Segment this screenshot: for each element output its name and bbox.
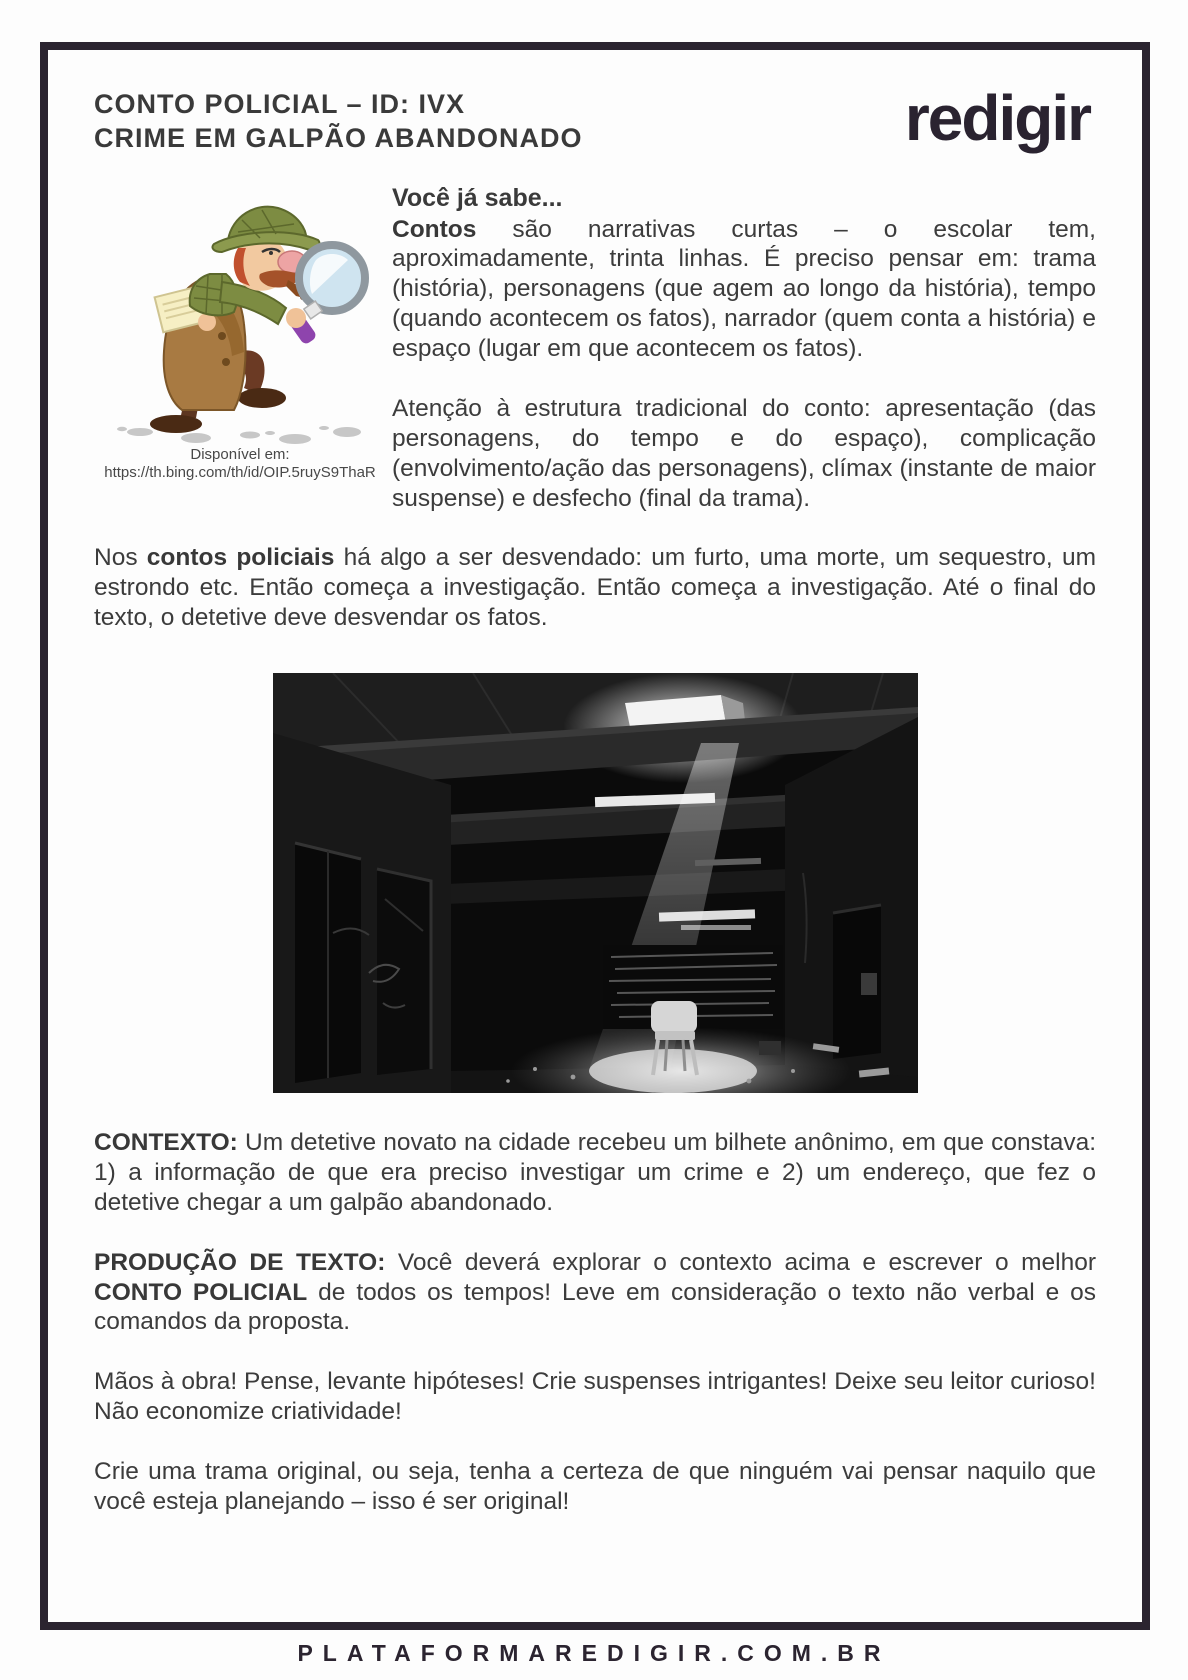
image-caption-line1: Disponível em: [190,445,290,463]
intro-paragraph-2: Atenção à estrutura tradicional do conto: apresentação (das personagens, do tempo e do espaço), complicação (envolvimento/ação das personagens), clímax (instante de maior suspense) e desfecho (final da trama). [392,394,1096,512]
page-frame [40,42,1150,1630]
warehouse-photo [273,673,918,1098]
intro-paragraph-1 [392,215,1096,364]
image-caption [94,446,386,484]
image-caption-url: https://th.bing.com/th/id/OIP.5ruyS9ThaR [104,464,376,482]
policiais-bold: contos policiais [146,544,335,572]
intro-text-column [386,184,1096,514]
maos-paragraph: Mãos à obra! Pense, levante hipóteses! Crie suspenses intrigantes! Deixe seu leitor curioso! Não economize criatividade! [94,1368,1096,1426]
producao-label: PRODUÇÃO DE TEXTO: [94,1248,386,1276]
producao-paragraph [94,1248,1096,1338]
intro-section [94,184,1096,514]
intro-p1-rest: são narrativas curtas – o escolar tem, aproximadamente, trinta linhas. É preciso pensar em: trama (história), personagens (que agem ao longo da história), tempo (quando acontecem os fatos), narrador (quem conta a história) e espaço (lugar em que acontecem os fatos). [392,215,1096,362]
producao-text2: de todos os tempos! Leve em consideração o texto não verbal e os comandos da proposta. [94,1278,1096,1336]
contexto-text: Um detetive novato na cidade recebeu um bilhete anônimo, em que constava: 1) a informação de que era preciso investigar um crime e 2) um endereço, que fez o detetive chegar a um galpão abandonado. [94,1129,1096,1216]
policiais-paragraph [94,543,1096,633]
detective-cartoon-icon [109,186,371,444]
intro-heading: Você já sabe... [392,183,563,212]
intro-illustration-column [94,184,386,514]
producao-bold: CONTO POLICIAL [94,1278,308,1306]
page-title-line2: CRIME EM GALPÃO ABANDONADO [94,122,583,153]
warehouse-photo-image [273,673,918,1093]
footer-url: PLATAFORMAREDIGIR.COM.BR [297,1640,891,1666]
trama-paragraph: Crie uma trama original, ou seja, tenha a certeza de que ninguém vai pensar naquilo que você esteja planejando – isso é ser original! [94,1458,1096,1515]
page-title-line1: CONTO POLICIAL – ID: IVX [94,89,466,119]
header [94,82,1096,156]
contexto-paragraph [94,1128,1096,1218]
intro-p1-bold: Contos [392,215,477,243]
redigir-logo: redigir [904,82,1090,154]
contexto-label: CONTEXTO: [94,1129,238,1156]
page-title [94,88,583,156]
detective-illustration [109,186,371,444]
policiais-rest: há algo a ser desvendado: um furto, uma morte, um sequestro, um estrondo etc. Então começa a investigação. Então começa a investigação. Até o final do texto, o detetive deve desvendar os fatos. [94,544,1096,632]
policiais-prefix: Nos [94,544,147,572]
producao-text1: Você deverá explorar o contexto acima e escrever o melhor [385,1248,1096,1276]
